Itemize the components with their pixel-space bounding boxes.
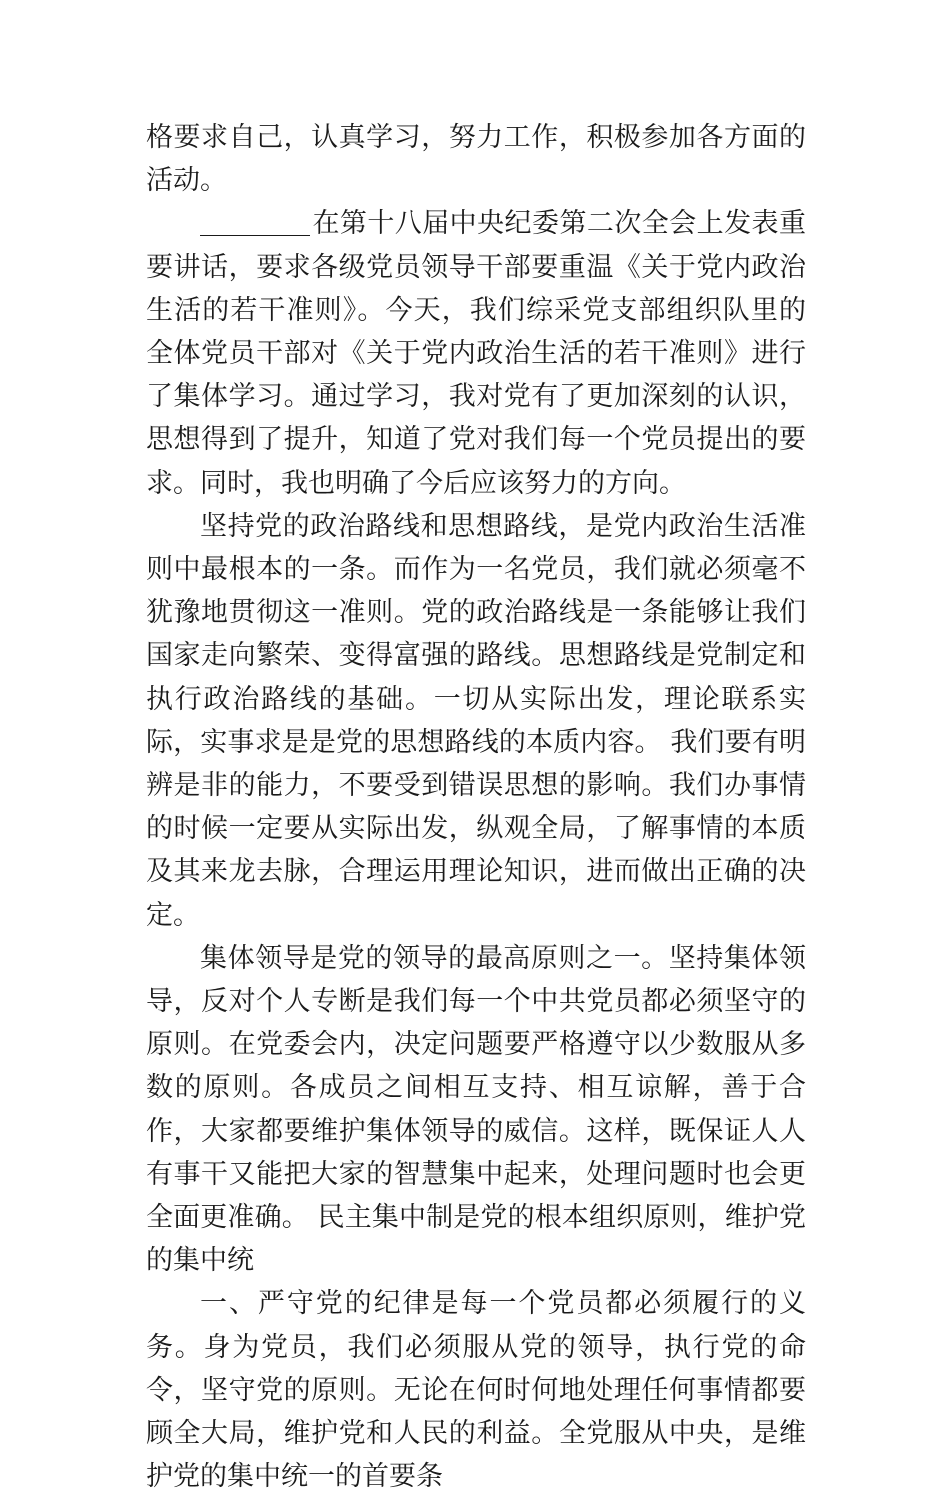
paragraph-2 xyxy=(146,505,806,937)
paragraph-3 xyxy=(146,937,806,1283)
paragraph-4-text: 一、严守党的纪律是每一个党员都必须履行的义务。身为党员，我们必须服从党的领导，执行党的命令，坚守党的原则。无论在何时何地处理任何事情都要顾全大局，维护党和人民的利益。全党服从中央，是维护党的集中统一的首要条 xyxy=(146,1288,806,1493)
paragraph-1 xyxy=(146,202,806,504)
paragraph-2-text: 坚持党的政治路线和思想路线，是党内政治生活准则中最根本的一条。而作为一名党员，我们就必须毫不犹豫地贯彻这一准则。党的政治路线是一条能够让我们国家走向繁荣、变得富强的路线。思想路线是党制定和执行政治路线的基础。一切从实际出发，理论联系实际，实事求是是党的思想路线的本质内容。 我们要有明辨是非的能力，不要受到错误思想的影响。我们办事情的时候一定要从实际出发，纵观全局，了解事情的本质及其来龙去脉，合理运用理论知识，进而做出正确的决定。 xyxy=(146,510,806,931)
fill-in-blank xyxy=(200,209,310,236)
paragraph-3-text: 集体领导是党的领导的最高原则之一。坚持集体领导，反对个人专断是我们每一个中共党员都必须坚守的原则。在党委会内，决定问题要严格遵守以少数服从多数的原则。各成员之间相互支持、相互谅解，善于合作，大家都要维护集体领导的威信。这样，既保证人人有事干又能把大家的智慧集中起来，处理问题时也会更全面更准确。 民主集中制是党的根本组织原则，维护党的集中统 xyxy=(146,942,806,1277)
paragraph-0-text: 格要求自己，认真学习，努力工作，积极参加各方面的活动。 xyxy=(146,122,806,197)
paragraph-4 xyxy=(146,1282,806,1498)
document-page xyxy=(146,116,806,1499)
paragraph-0 xyxy=(146,116,806,202)
paragraph-1-text: 在第十八届中央纪委第二次全会上发表重要讲话，要求各级党员领导干部要重温《关于党内政治生活的若干准则》。今天，我们综采党支部组织队里的全体党员干部对《关于党内政治生活的若干准则》进行了集体学习。通过学习，我对党有了更加深刻的认识，思想得到了提升，知道了党对我们每一个党员提出的要求。同时，我也明确了今后应该努力的方向。 xyxy=(146,208,806,499)
